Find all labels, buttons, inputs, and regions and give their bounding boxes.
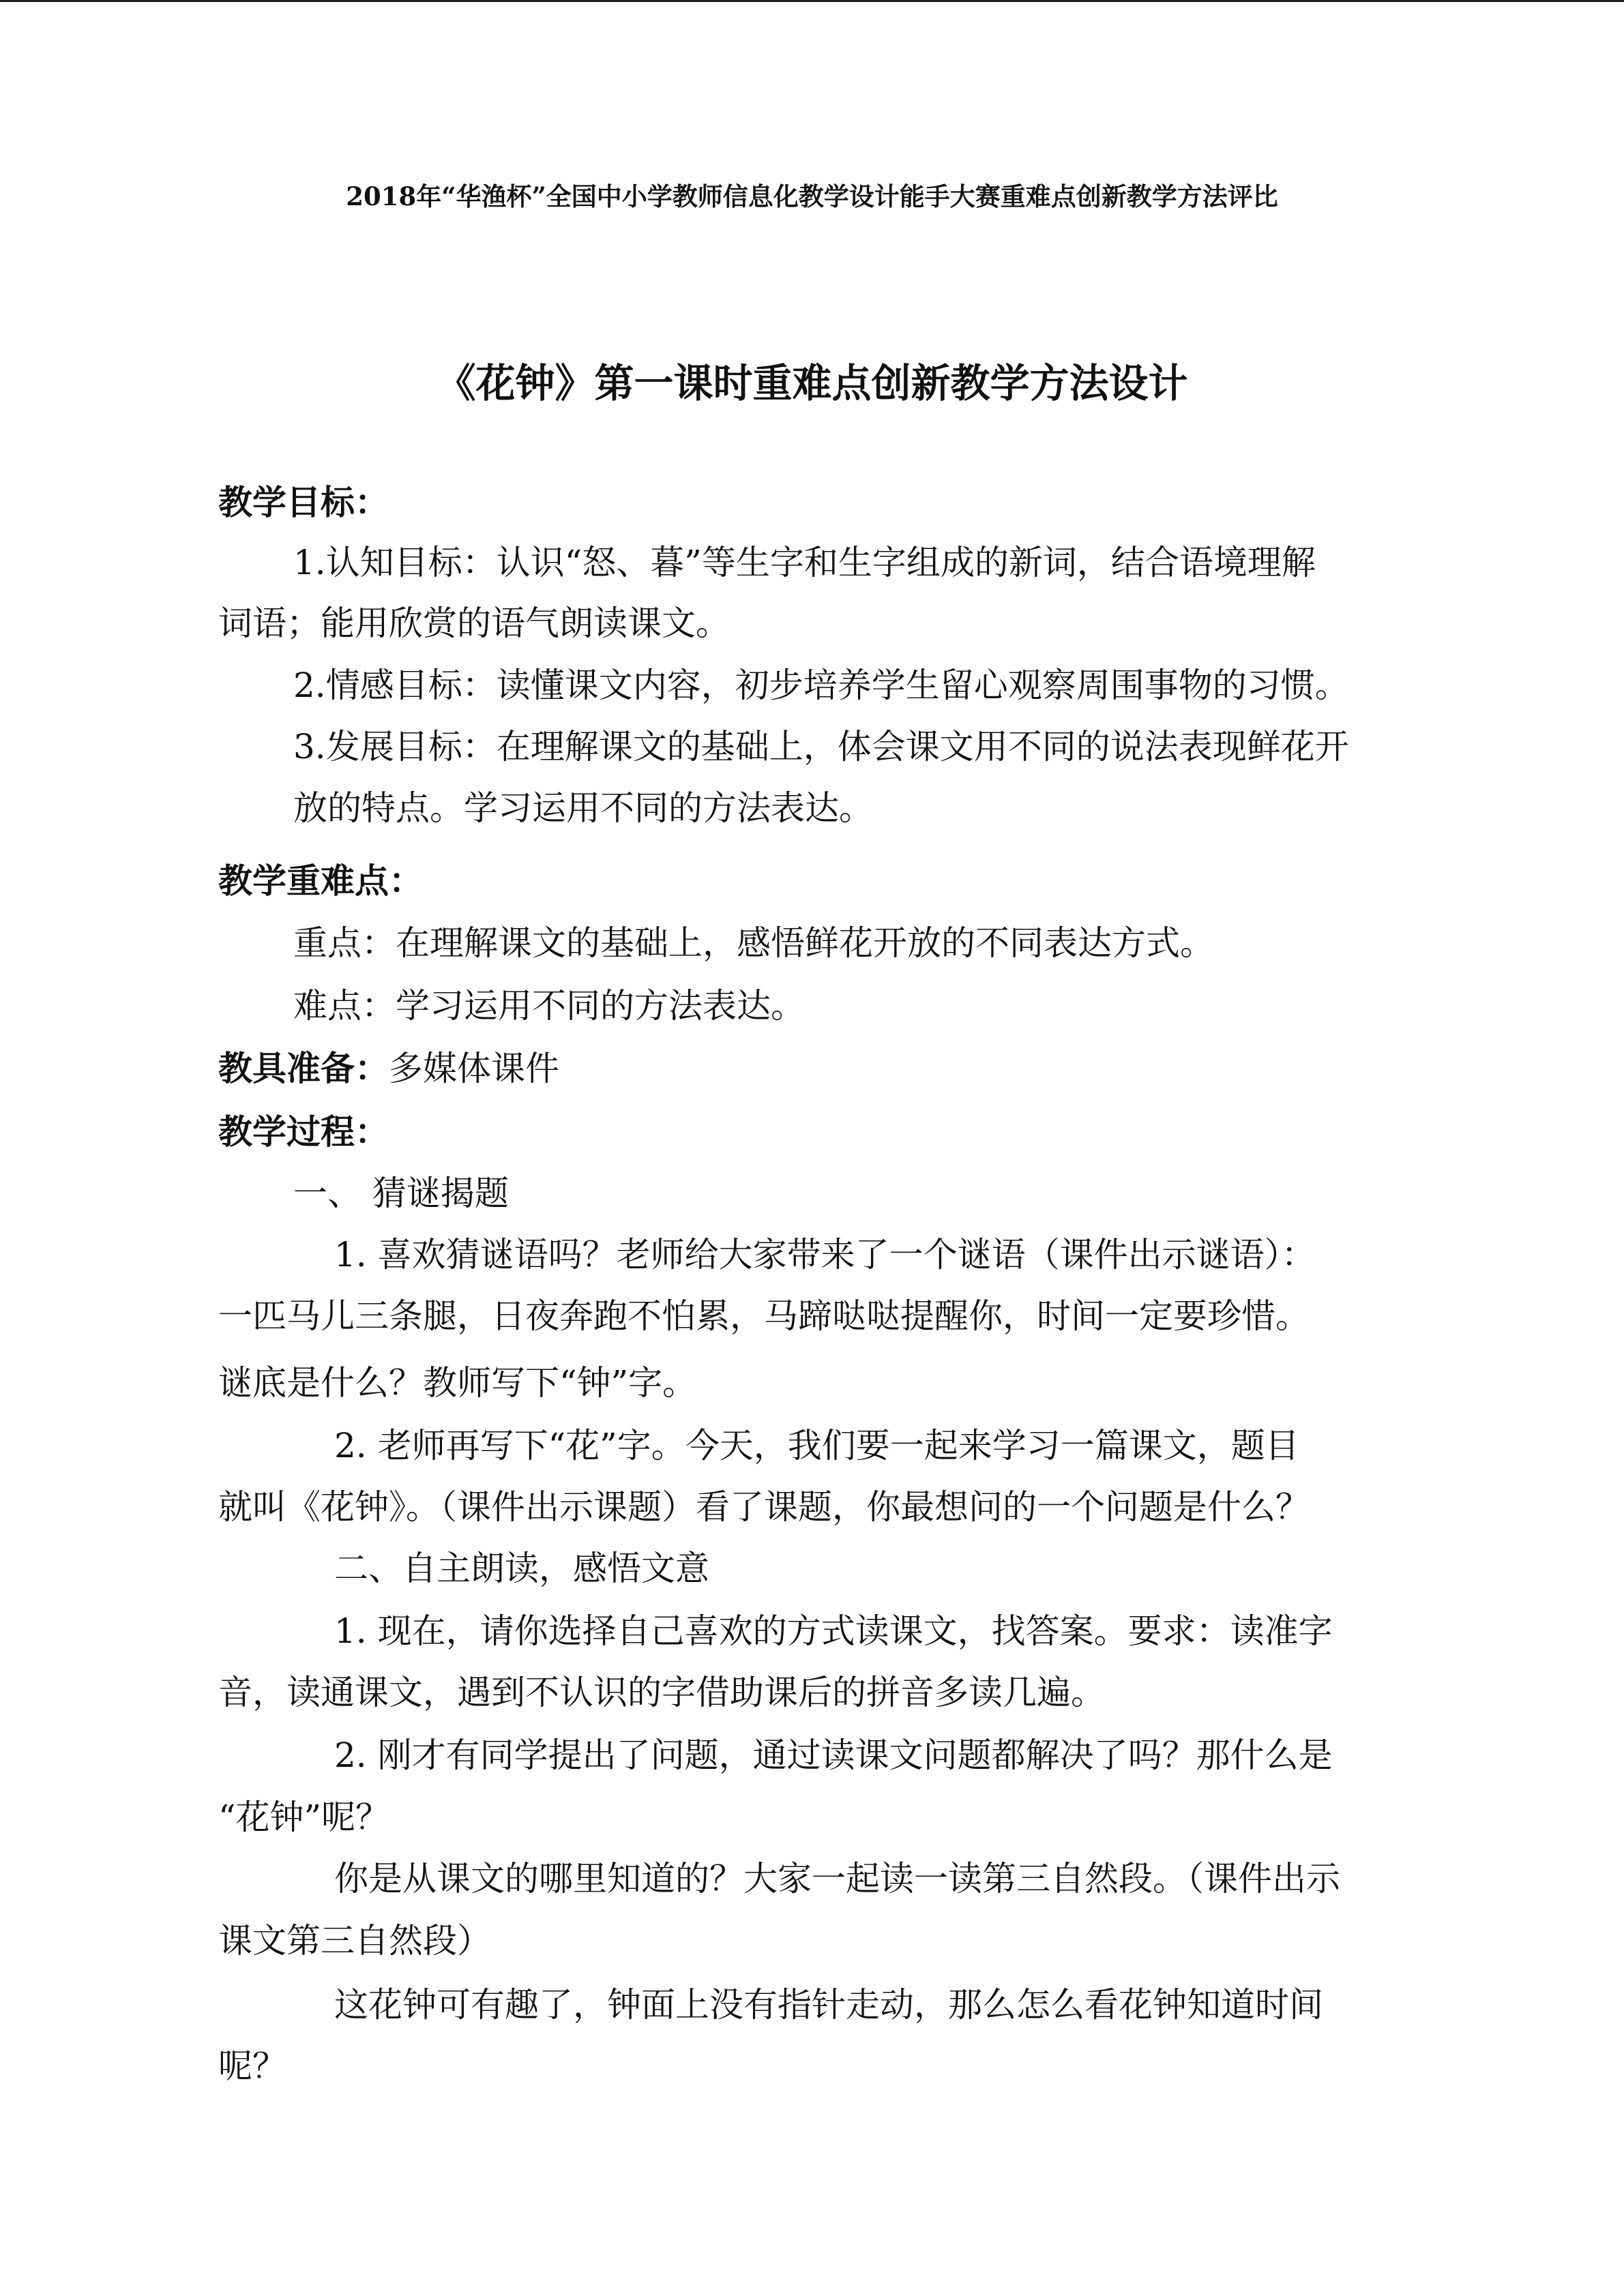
document-title: 《花钟》第一课时重难点创新教学方法设计: [436, 360, 1188, 406]
paragraph-line: 词语；能用欣赏的语气朗读课文。: [218, 603, 730, 643]
paragraph-line: 你是从课文的哪里知道的？大家一起读一读第三自然段。（课件出示: [334, 1859, 1340, 1898]
paragraph-line: 课文第三自然段）: [218, 1921, 491, 1960]
paragraph-line: 重点：在理解课文的基础上，感悟鲜花开放的不同表达方式。: [293, 923, 1214, 963]
section-heading-objectives: 教学目标：: [218, 482, 389, 522]
top-border-line: [0, 0, 1624, 2]
paragraph-line: 一匹马儿三条腿，日夜奔跑不怕累，马蹄哒哒提醒你，时间一定要珍惜。: [218, 1296, 1310, 1336]
paragraph-line: 呢？: [218, 2046, 286, 2086]
paragraph-line: 音，读通课文，遇到不认识的字借助课后的拼音多读几遍。: [218, 1673, 1105, 1712]
paragraph-line: 谜底是什么？教师写下“钟”字。: [218, 1363, 697, 1403]
paragraph-line: 3.发展目标：在理解课文的基础上，体会课文用不同的说法表现鲜花开: [293, 727, 1349, 766]
paragraph-line: 2. 刚才有同学提出了问题，通过读课文问题都解决了吗？那什么是: [334, 1735, 1333, 1775]
teaching-aids-value: 多媒体课件: [389, 1049, 559, 1088]
section-heading-teaching-aids: 教具准备：: [218, 1048, 389, 1088]
paragraph-line: 就叫《花钟》。（课件出示课题）看了课题，你最想问的一个问题是什么？: [218, 1487, 1310, 1527]
paragraph-line: 2.情感目标：读懂课文内容，初步培养学生留心观察周围事物的习惯。: [293, 666, 1349, 705]
step-heading: 一、 猜谜揭题: [293, 1174, 509, 1213]
contest-header: 2018年“华渔杯”全国中小学教师信息化教学设计能手大赛重难点创新教学方法评比: [346, 181, 1278, 211]
paragraph-line: 放的特点。学习运用不同的方法表达。: [293, 788, 873, 828]
paragraph-line: 2. 老师再写下“花”字。今天，我们要一起来学习一篇课文，题目: [334, 1426, 1299, 1465]
section-heading-key-points: 教学重难点：: [218, 861, 423, 901]
section-teaching-aids: [218, 1048, 1473, 1089]
paragraph-line: “花钟”呢？: [218, 1798, 390, 1837]
paragraph-line: 1. 喜欢猜谜语吗？老师给大家带来了一个谜语（课件出示谜语）：: [334, 1235, 1316, 1274]
paragraph-line: 难点：学习运用不同的方法表达。: [293, 986, 805, 1026]
paragraph-line: 1.认知目标：认识“怒、暮”等生字和生字组成的新词，结合语境理解: [293, 543, 1316, 582]
paragraph-line: 这花钟可有趣了，钟面上没有指针走动，那么怎么看花钟知道时间: [334, 1985, 1323, 2025]
paragraph-line: 1. 现在，请你选择自己喜欢的方式读课文，找答案。要求：读准字: [334, 1611, 1333, 1651]
section-heading-process: 教学过程：: [218, 1112, 389, 1152]
step-heading: 二、自主朗读，感悟文意: [334, 1549, 709, 1588]
